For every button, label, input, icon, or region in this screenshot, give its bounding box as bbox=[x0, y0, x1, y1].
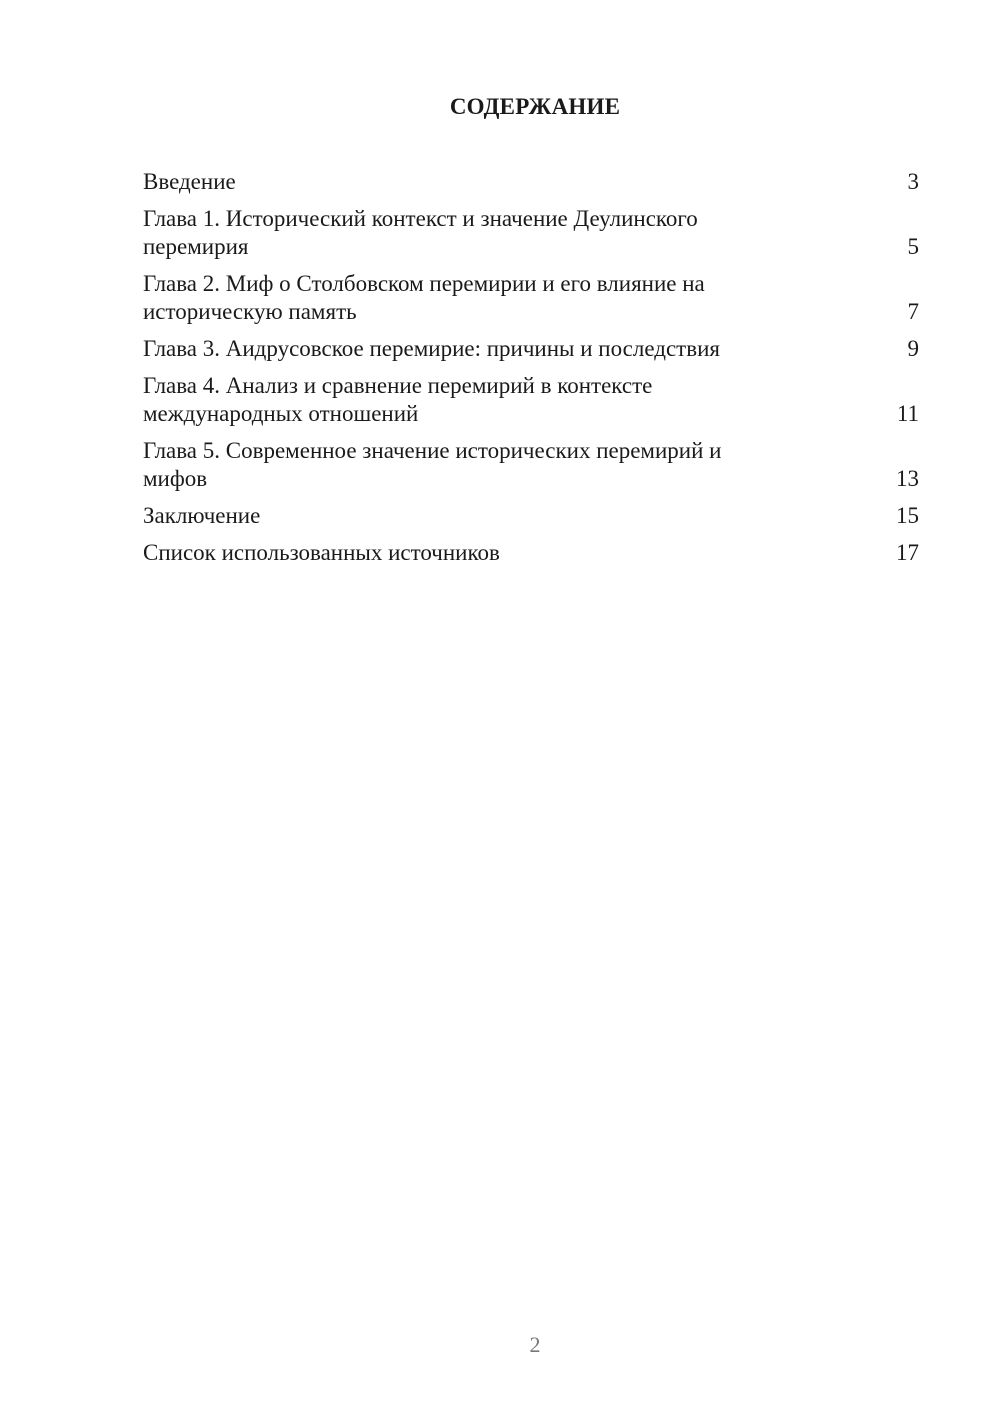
page-title: СОДЕРЖАНИЕ bbox=[449, 94, 621, 119]
toc-entry-chapter-4 bbox=[143, 372, 919, 428]
toc-entry-text: Глава 5. Современное значение исторических перемирий и мифов bbox=[143, 438, 722, 491]
toc-entry-chapter-5 bbox=[143, 437, 919, 493]
toc-entry-page: 11 bbox=[896, 401, 919, 426]
toc-entry-page: 7 bbox=[907, 299, 919, 324]
toc-entry-text: Глава 1. Исторический контекст и значение Деулинского перемирия bbox=[143, 206, 698, 259]
toc-entry-chapter-3 bbox=[143, 335, 919, 363]
toc-entry-chapter-2 bbox=[143, 270, 919, 326]
toc-entry-page: 13 bbox=[896, 466, 919, 491]
toc-entry-chapter-1 bbox=[143, 205, 919, 261]
toc-entry-references bbox=[143, 539, 919, 567]
toc-entry-text: Заключение bbox=[143, 503, 261, 528]
toc-entry-text: Глава 3. Аидрусовское перемирие: причины и последствия bbox=[143, 336, 720, 361]
toc-entry-conclusion bbox=[143, 502, 919, 530]
toc-entry-page: 3 bbox=[907, 169, 919, 194]
toc-entry-introduction bbox=[143, 168, 919, 196]
toc-entry-text: Глава 4. Анализ и сравнение перемирий в контексте международных отношений bbox=[143, 373, 653, 426]
toc-entry-page: 17 bbox=[896, 540, 919, 565]
table-of-contents bbox=[143, 168, 919, 576]
toc-entry-page: 15 bbox=[896, 503, 919, 528]
toc-entry-text: Введение bbox=[143, 169, 236, 194]
toc-entry-text: Список использованных источников bbox=[143, 540, 500, 565]
toc-entry-text: Глава 2. Миф о Столбовском перемирии и его влияние на историческую память bbox=[143, 271, 705, 324]
toc-entry-page: 5 bbox=[907, 234, 919, 259]
toc-entry-page: 9 bbox=[907, 336, 919, 361]
page-number: 2 bbox=[529, 1332, 541, 1357]
